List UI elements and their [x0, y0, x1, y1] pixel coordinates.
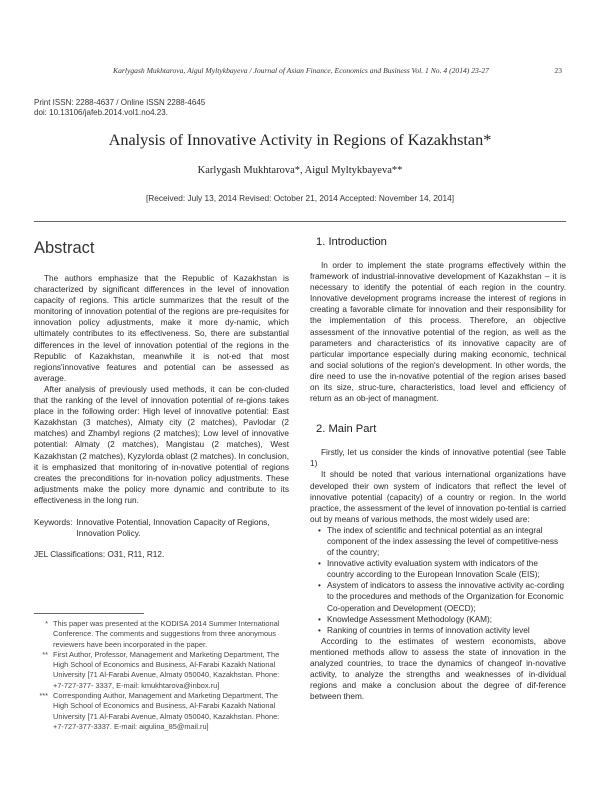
main-paragraph-3: According to the estimates of western economists, above mentioned methods allow to assess the state of innovation in the analyzed countries, to trace the dynamics of changeof in-novative activity, to analyze the strengths and weaknesses of in-dividual regions and make a conclusion about the degree of dif-ference between them.: [310, 636, 566, 702]
list-item-text: Ranking of countries in terms of innovation activity level: [327, 625, 530, 635]
section-heading-main-part: 2. Main Part: [316, 423, 377, 436]
footnote: [34, 650, 290, 691]
jel-value: O31, R11, R12.: [107, 549, 165, 559]
list-item: [310, 558, 566, 580]
keywords-value: Innovative Potential, Innovation Capacity of Regions, Innovation Policy.: [76, 517, 270, 538]
abstract-heading: Abstract: [34, 239, 95, 257]
section-gap: [310, 404, 566, 419]
footnote-mark: ***: [39, 691, 48, 701]
list-item-text: The index of scientific and technical potential as an integral component of the index assessing the level of competitive-ness of the country;: [327, 525, 559, 558]
footnote-mark: *: [45, 619, 48, 628]
header-divider: [34, 221, 566, 222]
footnote-divider: [34, 613, 144, 614]
footnote-mark: **: [42, 649, 48, 659]
footnote: [34, 691, 290, 732]
footnote: [34, 619, 290, 650]
running-head-text: Karlygash Mukhtarova, Aigul Myltykbayeva / Journal of Asian Finance, Economics and Business Vol. 1 No. 4 (2014) 23-27: [113, 66, 489, 75]
paper-authors: Karlygash Mukhtarova*, Aigul Myltykbayeva**: [197, 165, 403, 176]
issn-block: [34, 98, 205, 118]
list-item: [310, 625, 566, 636]
issn-line: Print ISSN: 2288-4637 / Online ISSN 2288-4645: [34, 98, 206, 107]
list-item: [310, 614, 566, 625]
footnote-text: Corresponding Author, Management and Marketing Department, The High School of Economics and Business, Al-Farabi Kazakh National University [71 Al-Farabi Avenue, Almaty 050040, Kazakhstan. Phone: +7-727-377-3337. E-mail: aigulina_85@mail.ru]: [53, 691, 280, 731]
list-item: [310, 525, 566, 558]
page-number: 23: [554, 66, 562, 75]
main-paragraph-1: Firstly, let us consider the kinds of innovative potential (see Table 1): [310, 448, 566, 469]
jel-label: JEL Classifications:: [34, 549, 106, 559]
keywords: [34, 517, 289, 539]
paper-title: Analysis of Innovative Activity in Regions of Kazakhstan*: [108, 131, 492, 149]
doi-line: doi: 10.13106/jafeb.2014.vol1.no4.23.: [34, 108, 168, 117]
jel-classifications: [34, 549, 289, 560]
footnote-text: First Author, Professor, Management and Marketing Department, The High School of Economics and Business, Al-Farabi Kazakh National University [71 Al-Farabi Avenue, Almaty 050040, Kazakhstan. Phone: +7-727-377- 3337, E-mail: kmukhtarova@inbox.ru]: [53, 649, 280, 690]
footnote-text: This paper was presented at the KODISA 2014 Summer International Conference. The comments and suggestions from three anonymous reviewers have been incorporated in the paper.: [53, 619, 280, 649]
footnotes: [34, 619, 290, 732]
list-item: [310, 580, 566, 613]
section-heading-introduction: 1. Introduction: [316, 236, 387, 248]
right-column: [310, 232, 566, 702]
list-item-text: Innovative activity evaluation system with indicators of the country according to the European Innovation Scale (EIS);: [327, 559, 540, 580]
bullet-icon: •: [318, 525, 321, 535]
left-column: [34, 238, 289, 560]
list-item-text: Knowledge Assessment Methodology (KAM);: [327, 614, 493, 624]
bullet-icon: •: [318, 559, 321, 569]
bullet-icon: •: [318, 614, 321, 624]
abstract-paragraph-1: The authors emphasize that the Republic of Kazakhstan is characterized by significant differences in the level of innovation capacity of regions. This article summarizes that the result of the monitoring of innovation potential of the regions are pre-requisites for innovation policy adjustments, make it more dy-namic, which ultimately contributes to its effectiveness. So, there are substantial differences in the level of innovation potential of the regions in the Republic of Kazakhstan, meanwhile it is not-ed that most regions'innovative features and potential can be assessed as average.: [34, 274, 289, 383]
bullet-icon: •: [318, 581, 321, 591]
keywords-label: Keywords:: [34, 517, 73, 527]
intro-paragraph: In order to implement the state programs effectively within the framework of industrial-innovative development of Kazakhstan – it is necessary to identify the potential of each region in the country. Innovative development programs increase the interest of regions in creating a favorable climate for innovation and their responsibility for the implementation of this process. Therefore, an objective assessment of the innovative potential of the region, as well as the parameters and characteristics of its innovative capacity are of particular importance especially during making economic, technical and social solutions of the region's development. In other words, the dire need to use the in-novative potential of the region arises based on its size, struc-ture, characteristics, load level and efficiency of return as an ob-ject of managment.: [310, 261, 566, 404]
running-head: [40, 66, 562, 75]
abstract-paragraph-2: After analysis of previously used methods, it can be con-cluded that the ranking of the level of innovation potential of re-gions takes place in the following order: High level of innovative potential: East Kazakhstan (3 matches), Almaty city (2 matches), Pavlodar (2 matches) and Zhambyl regions (2 matches); Low level of innovative potential: Almaty (2 matches), Mangistau (2 matches), West Kazakhstan (2 matches), Kyzylorda oblast (2 matches). In conclusion, it is emphasized that monitoring of in-novative potential of regions creates the preconditions for in-novation policy adjustments. These adjustments make the policy more dynamic and contribute to its effectiveness in the long run.: [34, 384, 289, 505]
list-item-text: Asystem of indicators to assess the innovative activity ac-cording to the procedures and methods of the Organization for Economic Co-operation and Development (OECD);: [327, 581, 565, 613]
bullet-icon: •: [318, 625, 321, 635]
main-paragraph-2: It should be noted that various international organizations have developed their own system of indicators that reflect the level of innovative potential (capacity) of a country or region. In the world practice, the assessment of the level of innovation po-tential is carried out by means of various methods, the most widely used are:: [310, 470, 566, 524]
received-dates: [Received: July 13, 2014 Revised: October 21, 2014 Accepted: November 14, 2014]: [145, 193, 455, 203]
methods-list: [310, 525, 566, 636]
